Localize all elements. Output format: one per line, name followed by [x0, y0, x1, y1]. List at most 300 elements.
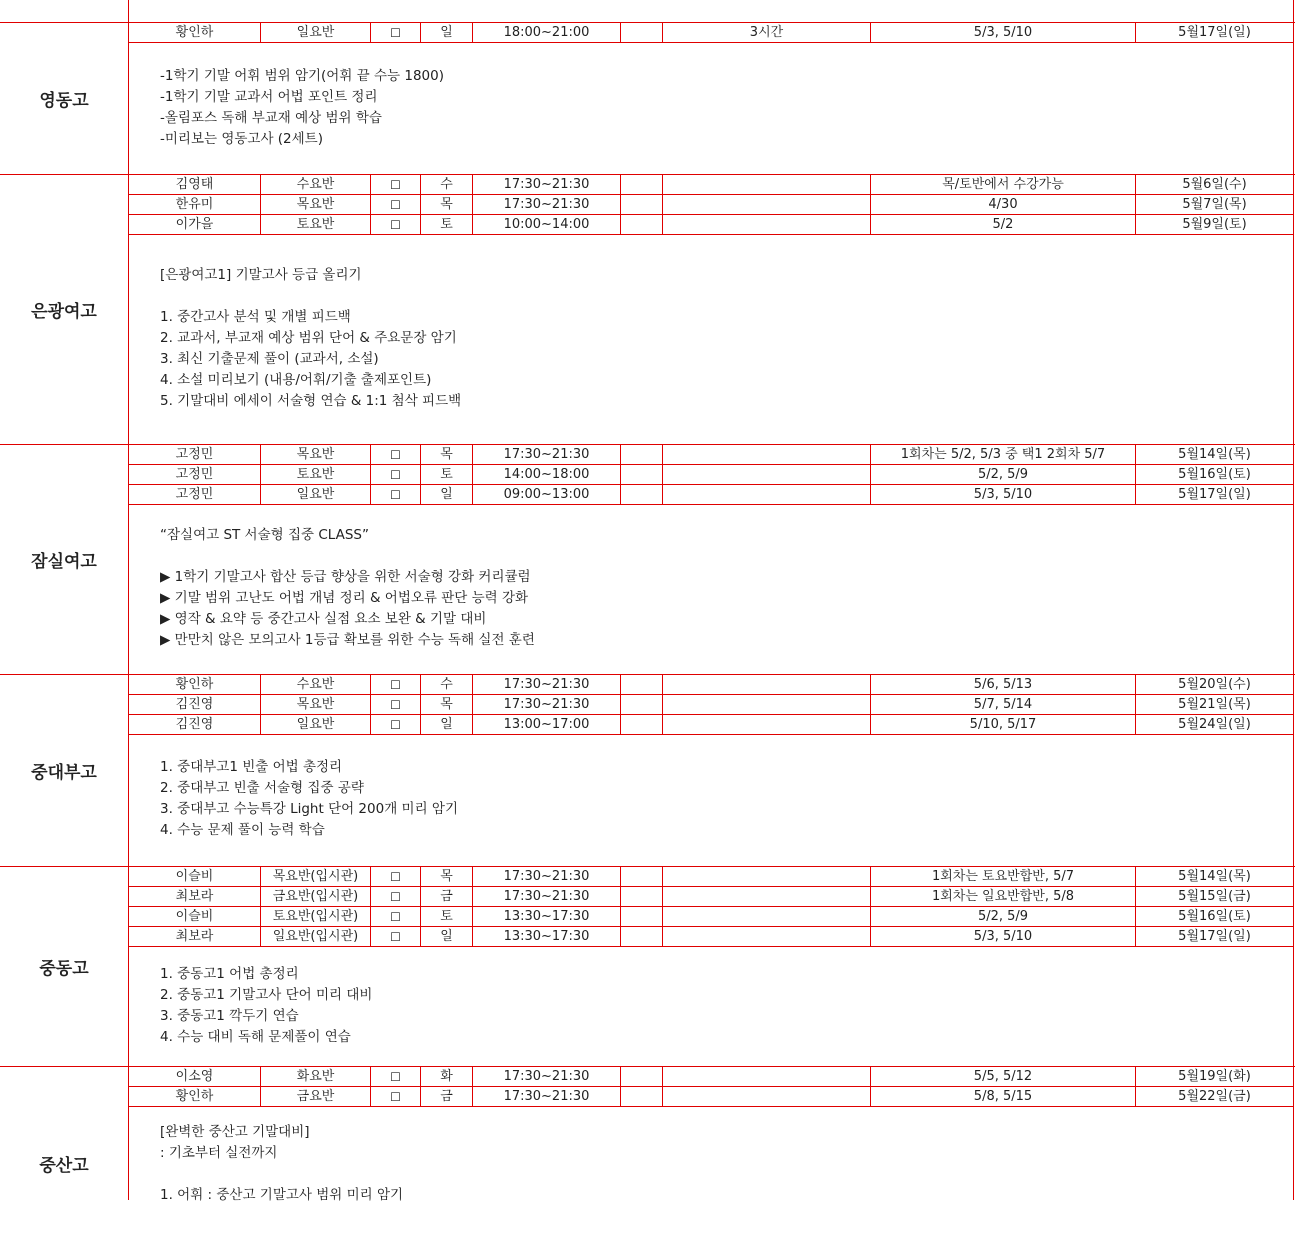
grid-line: [620, 886, 621, 906]
grid-line: [620, 674, 621, 694]
grid-line: [370, 886, 371, 906]
class-hours-cell: [663, 1087, 870, 1106]
grid-line: [662, 866, 663, 886]
class-day-cell: 금: [440, 889, 453, 904]
course-description-line: ▶ 영작 & 요약 등 중간고사 실점 요소 보완 & 기말 대비: [160, 611, 487, 627]
grid-line: [620, 1086, 621, 1106]
class-cls-cell: 금요반: [296, 1089, 335, 1104]
grid-line: [620, 714, 621, 734]
class-hours-cell: 3시간: [749, 25, 784, 40]
class-extra-cell: [621, 175, 662, 194]
grid-line: [260, 906, 261, 926]
class-hours-cell: [663, 927, 870, 946]
grid-line: [620, 694, 621, 714]
course-description-line: 1. 중대부고1 빈출 어법 총정리: [160, 759, 343, 775]
class-hours-cell: [663, 445, 870, 464]
course-description-line: -1학기 기말 어휘 범위 암기(어휘 끝 수능 1800): [160, 68, 445, 84]
class-end-cell: 5월7일(목): [1182, 197, 1247, 212]
class-teacher-cell: 고정민: [175, 447, 214, 462]
grid-line: [370, 1066, 371, 1086]
grid-line: [260, 674, 261, 694]
class-note-cell: 5/3, 5/10: [973, 929, 1033, 944]
grid-line: [870, 886, 871, 906]
grid-line: [870, 194, 871, 214]
grid-line: [472, 886, 473, 906]
class-teacher-cell: 이소영: [175, 1069, 214, 1084]
grid-line: [662, 174, 663, 194]
enroll-checkbox[interactable]: ☐: [390, 909, 401, 924]
class-end-cell: 5월21일(목): [1178, 697, 1251, 712]
class-end-cell: 5월15일(금): [1178, 889, 1251, 904]
grid-line: [870, 674, 871, 694]
grid-line: [472, 866, 473, 886]
grid-line: [662, 484, 663, 504]
class-note-cell: 1회차는 토요반합반, 5/7: [931, 869, 1075, 884]
grid-line: [1293, 0, 1294, 1200]
grid-line: [620, 1066, 621, 1086]
class-teacher-cell: 최보라: [175, 889, 214, 904]
grid-line: [1135, 444, 1136, 464]
class-end-cell: 5월17일(일): [1178, 487, 1251, 502]
class-note-cell: 5/3, 5/10: [973, 25, 1033, 40]
class-teacher-cell: 황인하: [175, 25, 214, 40]
grid-line: [260, 1066, 261, 1086]
class-extra-cell: [621, 485, 662, 504]
grid-line: [1135, 694, 1136, 714]
enroll-checkbox[interactable]: ☐: [390, 677, 401, 692]
class-teacher-cell: 고정민: [175, 467, 214, 482]
grid-line: [620, 444, 621, 464]
grid-line: [870, 444, 871, 464]
class-time-cell: 13:00~17:00: [503, 717, 590, 732]
grid-line: [260, 174, 261, 194]
grid-line: [420, 886, 421, 906]
class-end-cell: 5월16일(토): [1178, 467, 1251, 482]
class-extra-cell: [621, 675, 662, 694]
enroll-checkbox[interactable]: ☐: [390, 467, 401, 482]
grid-line: [472, 674, 473, 694]
grid-line: [420, 1066, 421, 1086]
course-description-line: 1. 중동고1 어법 총정리: [160, 966, 299, 982]
class-note-cell: 5/7, 5/14: [973, 697, 1033, 712]
grid-line: [870, 926, 871, 946]
grid-line: [370, 674, 371, 694]
grid-line: [662, 714, 663, 734]
class-extra-cell: [621, 907, 662, 926]
class-note-cell: 5/5, 5/12: [973, 1069, 1033, 1084]
grid-line: [662, 674, 663, 694]
grid-line: [1135, 194, 1136, 214]
class-time-cell: 17:30~21:30: [503, 889, 590, 904]
class-cls-cell: 목요반: [296, 197, 335, 212]
course-description-line: 4. 수능 문제 풀이 능력 학습: [160, 822, 325, 838]
grid-line: [1135, 1086, 1136, 1106]
grid-line: [370, 866, 371, 886]
enroll-checkbox[interactable]: ☐: [390, 1089, 401, 1104]
course-description-line: 2. 교과서, 부교재 예상 범위 단어 & 주요문장 암기: [160, 330, 457, 346]
grid-line: [472, 1086, 473, 1106]
grid-line: [420, 694, 421, 714]
grid-line: [370, 926, 371, 946]
grid-line: [472, 926, 473, 946]
grid-line: [1135, 886, 1136, 906]
grid-line: [128, 734, 1293, 735]
class-time-cell: 10:00~14:00: [503, 217, 590, 232]
grid-line: [420, 174, 421, 194]
enroll-checkbox[interactable]: ☐: [390, 929, 401, 944]
course-description-line: -1학기 기말 교과서 어법 포인트 정리: [160, 89, 378, 105]
class-cls-cell: 목요반: [296, 447, 335, 462]
class-note-cell: 4/30: [988, 197, 1018, 212]
class-cls-cell: 목요반: [296, 697, 335, 712]
grid-line: [870, 866, 871, 886]
grid-line: [662, 464, 663, 484]
course-description-line: ▶ 기말 범위 고난도 어법 개념 정리 & 어법오류 판단 능력 강화: [160, 590, 529, 606]
class-time-cell: 09:00~13:00: [503, 487, 590, 502]
class-hours-cell: [663, 907, 870, 926]
class-hours-cell: [663, 175, 870, 194]
course-description-line: 4. 소설 미리보기 (내용/어휘/기출 출제포인트): [160, 372, 432, 388]
class-hours-cell: [663, 887, 870, 906]
grid-line: [370, 174, 371, 194]
grid-line: [1135, 674, 1136, 694]
class-day-cell: 토: [440, 217, 453, 232]
class-day-cell: 수: [440, 677, 453, 692]
course-description-line: 3. 중동고1 깍두기 연습: [160, 1008, 299, 1024]
class-end-cell: 5월17일(일): [1178, 25, 1251, 40]
grid-line: [472, 464, 473, 484]
grid-line: [1135, 926, 1136, 946]
grid-line: [260, 714, 261, 734]
class-end-cell: 5월19일(화): [1178, 1069, 1251, 1084]
grid-line: [620, 194, 621, 214]
grid-line: [472, 22, 473, 42]
grid-line: [370, 906, 371, 926]
grid-line: [870, 1066, 871, 1086]
grid-line: [1135, 906, 1136, 926]
grid-line: [472, 444, 473, 464]
class-extra-cell: [621, 1087, 662, 1106]
course-description-line: “잠실여고 ST 서술형 집중 CLASS”: [160, 527, 369, 543]
class-cls-cell: 토요반: [296, 217, 335, 232]
grid-line: [420, 906, 421, 926]
grid-line: [260, 926, 261, 946]
class-hours-cell: [663, 695, 870, 714]
enroll-checkbox[interactable]: ☐: [390, 1069, 401, 1084]
class-extra-cell: [621, 215, 662, 234]
grid-line: [128, 504, 1293, 505]
class-teacher-cell: 황인하: [175, 1089, 214, 1104]
grid-line: [1135, 464, 1136, 484]
class-time-cell: 18:00~21:00: [503, 25, 590, 40]
school-name: 영동고: [39, 90, 89, 111]
course-description-line: 3. 최신 기출문제 풀이 (교과서, 소설): [160, 351, 379, 367]
class-time-cell: 13:30~17:30: [503, 929, 590, 944]
grid-line: [420, 926, 421, 946]
class-teacher-cell: 김진영: [175, 717, 214, 732]
grid-line: [1135, 214, 1136, 234]
grid-line: [662, 886, 663, 906]
class-teacher-cell: 이가을: [175, 217, 214, 232]
grid-line: [128, 42, 1293, 43]
class-day-cell: 목: [440, 197, 453, 212]
class-extra-cell: [621, 195, 662, 214]
course-description-line: [은광여고1] 기말고사 등급 올리기: [160, 267, 362, 283]
grid-line: [662, 906, 663, 926]
class-time-cell: 17:30~21:30: [503, 869, 590, 884]
class-hours-cell: [663, 675, 870, 694]
class-note-cell: 1회차는 5/2, 5/3 중 택1 2회차 5/7: [900, 447, 1106, 462]
grid-line: [420, 866, 421, 886]
class-note-cell: 5/2, 5/9: [977, 909, 1029, 924]
enroll-checkbox[interactable]: ☐: [390, 717, 401, 732]
grid-line: [370, 214, 371, 234]
enroll-checkbox[interactable]: ☐: [390, 447, 401, 462]
grid-line: [260, 194, 261, 214]
grid-line: [260, 694, 261, 714]
enroll-checkbox[interactable]: ☐: [390, 217, 401, 232]
class-time-cell: 17:30~21:30: [503, 1089, 590, 1104]
grid-line: [620, 484, 621, 504]
course-description-line: 4. 수능 대비 독해 문제풀이 연습: [160, 1029, 351, 1045]
course-description-line: ▶ 만만치 않은 모의고사 1등급 확보를 위한 수능 독해 실전 훈련: [160, 632, 535, 648]
class-teacher-cell: 한유미: [175, 197, 214, 212]
class-teacher-cell: 김영태: [175, 177, 214, 192]
grid-line: [662, 1066, 663, 1086]
enroll-checkbox[interactable]: ☐: [390, 177, 401, 192]
class-hours-cell: [663, 465, 870, 484]
class-time-cell: 17:30~21:30: [503, 197, 590, 212]
class-cls-cell: 화요반: [296, 1069, 335, 1084]
grid-line: [662, 694, 663, 714]
grid-line: [870, 714, 871, 734]
grid-line: [620, 464, 621, 484]
grid-line: [128, 1106, 1293, 1107]
grid-line: [472, 194, 473, 214]
grid-line: [128, 946, 1293, 947]
class-end-cell: 5월9일(토): [1182, 217, 1247, 232]
grid-line: [870, 214, 871, 234]
class-end-cell: 5월14일(목): [1178, 447, 1251, 462]
course-description-line: 2. 중동고1 기말고사 단어 미리 대비: [160, 987, 373, 1003]
class-day-cell: 목: [440, 447, 453, 462]
class-cls-cell: 일요반: [296, 717, 335, 732]
class-end-cell: 5월20일(수): [1178, 677, 1251, 692]
class-time-cell: 14:00~18:00: [503, 467, 590, 482]
course-description-line: 1. 어휘 : 중산고 기말고사 범위 미리 암기: [160, 1187, 404, 1203]
grid-line: [870, 906, 871, 926]
grid-line: [1135, 22, 1136, 42]
grid-line: [1135, 484, 1136, 504]
enroll-checkbox[interactable]: ☐: [390, 889, 401, 904]
grid-line: [420, 1086, 421, 1106]
grid-line: [420, 194, 421, 214]
class-hours-cell: [663, 215, 870, 234]
grid-line: [260, 886, 261, 906]
grid-line: [1135, 714, 1136, 734]
school-name: 중대부고: [31, 762, 97, 783]
class-teacher-cell: 이슬비: [175, 909, 214, 924]
grid-line: [1135, 866, 1136, 886]
enroll-checkbox[interactable]: ☐: [390, 869, 401, 884]
class-day-cell: 목: [440, 697, 453, 712]
class-note-cell: 5/6, 5/13: [973, 677, 1033, 692]
course-description-line: -미리보는 영동고사 (2세트): [160, 131, 323, 147]
class-note-cell: 5/8, 5/15: [973, 1089, 1033, 1104]
grid-line: [870, 484, 871, 504]
course-description-line: 5. 기말대비 에세이 서술형 연습 & 1:1 첨삭 피드백: [160, 393, 462, 409]
grid-line: [370, 694, 371, 714]
grid-line: [472, 174, 473, 194]
grid-line: [620, 22, 621, 42]
course-description-line: [완벽한 중산고 기말대비]: [160, 1124, 310, 1140]
school-name: 중동고: [39, 958, 89, 979]
class-extra-cell: [621, 887, 662, 906]
class-day-cell: 일: [440, 487, 453, 502]
class-extra-cell: [621, 927, 662, 946]
grid-line: [472, 714, 473, 734]
class-teacher-cell: 최보라: [175, 929, 214, 944]
class-cls-cell: 수요반: [296, 677, 335, 692]
class-extra-cell: [621, 445, 662, 464]
class-note-cell: 1회차는 일요반합반, 5/8: [931, 889, 1075, 904]
class-time-cell: 17:30~21:30: [503, 677, 590, 692]
school-name: 은광여고: [31, 301, 97, 322]
grid-line: [420, 484, 421, 504]
class-note-cell: 목/토반에서 수강가능: [942, 177, 1064, 192]
class-day-cell: 금: [440, 1089, 453, 1104]
grid-line: [472, 1066, 473, 1086]
class-day-cell: 토: [440, 909, 453, 924]
class-hours-cell: [663, 1067, 870, 1086]
grid-line: [420, 714, 421, 734]
class-cls-cell: 수요반: [296, 177, 335, 192]
course-description-line: 2. 중대부고 빈출 서술형 집중 공략: [160, 780, 364, 796]
class-teacher-cell: 황인하: [175, 677, 214, 692]
class-day-cell: 수: [440, 177, 453, 192]
grid-line: [370, 1086, 371, 1106]
class-day-cell: 일: [440, 929, 453, 944]
class-cls-cell: 일요반: [296, 487, 335, 502]
grid-line: [260, 464, 261, 484]
class-cls-cell: 일요반(입시관): [272, 929, 359, 944]
course-description-line: ▶ 1학기 기말고사 합산 등급 향상을 위한 서술형 강화 커리큘럼: [160, 569, 531, 585]
class-end-cell: 5월24일(일): [1178, 717, 1251, 732]
grid-line: [662, 444, 663, 464]
grid-line: [1135, 174, 1136, 194]
class-extra-cell: [621, 1067, 662, 1086]
grid-line: [620, 926, 621, 946]
enroll-checkbox[interactable]: ☐: [390, 487, 401, 502]
class-end-cell: 5월22일(금): [1178, 1089, 1251, 1104]
class-cls-cell: 목요반(입시관): [272, 869, 359, 884]
grid-line: [370, 444, 371, 464]
class-teacher-cell: 이슬비: [175, 869, 214, 884]
grid-line: [370, 194, 371, 214]
grid-line: [662, 194, 663, 214]
grid-line: [870, 464, 871, 484]
class-end-cell: 5월6일(수): [1182, 177, 1247, 192]
grid-line: [260, 444, 261, 464]
class-cls-cell: 금요반(입시관): [272, 889, 359, 904]
grid-line: [260, 22, 261, 42]
grid-line: [662, 214, 663, 234]
class-cls-cell: 토요반(입시관): [272, 909, 359, 924]
class-time-cell: 17:30~21:30: [503, 697, 590, 712]
grid-line: [420, 214, 421, 234]
grid-line: [420, 444, 421, 464]
class-teacher-cell: 김진영: [175, 697, 214, 712]
course-description-line: 3. 중대부고 수능특강 Light 단어 200개 미리 암기: [160, 801, 458, 817]
class-cls-cell: 일요반: [296, 25, 335, 40]
course-description-line: 1. 중간고사 분석 및 개별 피드백: [160, 309, 351, 325]
class-extra-cell: [621, 23, 662, 42]
class-extra-cell: [621, 715, 662, 734]
grid-line: [870, 1086, 871, 1106]
class-extra-cell: [621, 867, 662, 886]
grid-line: [370, 714, 371, 734]
class-time-cell: 17:30~21:30: [503, 447, 590, 462]
class-note-cell: 5/2: [992, 217, 1014, 232]
class-time-cell: 17:30~21:30: [503, 1069, 590, 1084]
grid-line: [260, 214, 261, 234]
enroll-checkbox[interactable]: ☐: [390, 697, 401, 712]
grid-line: [870, 174, 871, 194]
grid-line: [370, 464, 371, 484]
school-name: 잠실여고: [31, 551, 97, 572]
grid-line: [472, 214, 473, 234]
class-extra-cell: [621, 695, 662, 714]
grid-line: [662, 926, 663, 946]
grid-line: [260, 1086, 261, 1106]
grid-line: [620, 866, 621, 886]
class-note-cell: 5/10, 5/17: [969, 717, 1037, 732]
class-time-cell: 17:30~21:30: [503, 177, 590, 192]
enroll-checkbox[interactable]: ☐: [390, 25, 401, 40]
grid-line: [260, 484, 261, 504]
enroll-checkbox[interactable]: ☐: [390, 197, 401, 212]
class-cls-cell: 토요반: [296, 467, 335, 482]
school-name: 중산고: [39, 1155, 89, 1176]
grid-line: [870, 694, 871, 714]
grid-line: [370, 22, 371, 42]
class-day-cell: 일: [440, 717, 453, 732]
class-note-cell: 5/2, 5/9: [977, 467, 1029, 482]
course-description-line: -올림포스 독해 부교재 예상 범위 학습: [160, 110, 382, 126]
grid-line: [420, 22, 421, 42]
school-name: [0, 0, 128, 22]
grid-line: [620, 906, 621, 926]
class-hours-cell: [663, 867, 870, 886]
grid-line: [420, 674, 421, 694]
grid-line: [620, 214, 621, 234]
class-day-cell: 화: [440, 1069, 453, 1084]
class-hours-cell: [663, 195, 870, 214]
class-end-cell: 5월14일(목): [1178, 869, 1251, 884]
grid-line: [472, 484, 473, 504]
class-end-cell: 5월17일(일): [1178, 929, 1251, 944]
class-hours-cell: [663, 485, 870, 504]
grid-line: [662, 22, 663, 42]
class-day-cell: 목: [440, 869, 453, 884]
class-extra-cell: [621, 465, 662, 484]
grid-line: [420, 464, 421, 484]
grid-line: [472, 694, 473, 714]
class-day-cell: 일: [440, 25, 453, 40]
class-teacher-cell: 고정민: [175, 487, 214, 502]
grid-line: [472, 906, 473, 926]
grid-line: [370, 484, 371, 504]
